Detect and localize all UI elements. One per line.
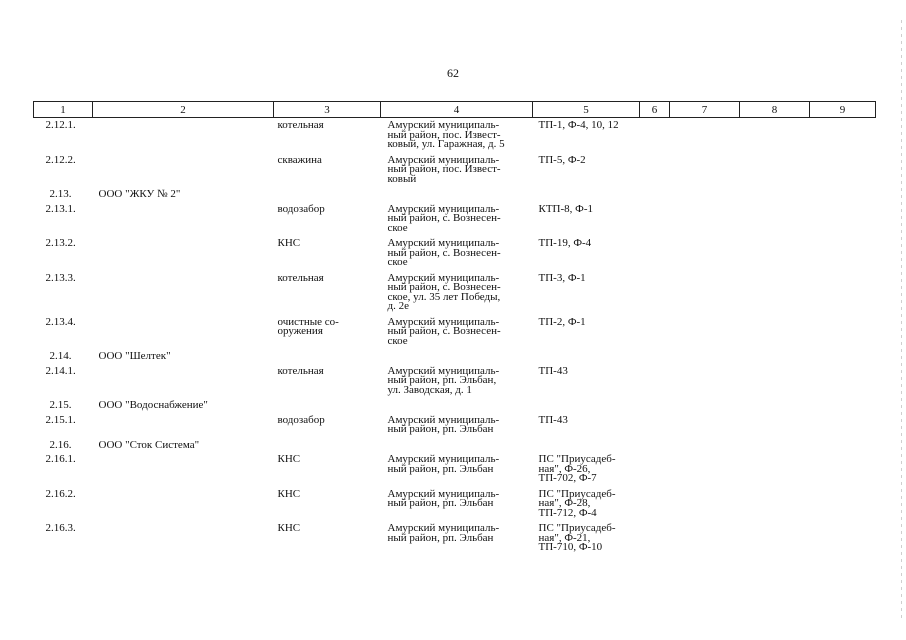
facility-address <box>381 236 533 271</box>
address-line: Амурский муниципаль- <box>387 364 500 377</box>
address-line: Амурский муниципаль- <box>387 153 500 166</box>
empty-cell-col-7 <box>670 413 740 438</box>
empty-cell-col-6 <box>640 236 670 271</box>
empty-cell-col-9 <box>810 413 876 438</box>
empty-cell-col-6 <box>640 349 670 364</box>
row-number: 2.12.2. <box>45 153 76 166</box>
empty-cell-col-7 <box>670 452 740 487</box>
facility-type <box>274 452 381 487</box>
empty-cell-col-8 <box>740 153 810 188</box>
address-line: Амурский муниципаль- <box>387 202 500 215</box>
organization-name <box>93 413 274 438</box>
power-source-line: ПС "Приусадеб- <box>538 522 616 534</box>
empty-cell-col-8 <box>740 438 810 453</box>
address-line: ское <box>387 256 408 268</box>
header-row <box>34 102 876 118</box>
group-row <box>34 438 876 453</box>
power-source <box>533 521 640 556</box>
address-line: ный район, рп. Эльбан <box>387 423 494 435</box>
power-source-line: ПС "Приусадеб- <box>538 453 616 465</box>
facility-type-line: КНС <box>277 453 301 465</box>
power-source-line: ТП-43 <box>538 364 568 377</box>
row-number: 2.13. <box>49 188 72 200</box>
empty-cell-col-6 <box>640 364 670 399</box>
power-source-line: ТП-2, Ф-1 <box>538 315 586 328</box>
power-source <box>533 413 640 438</box>
row-number: 2.16.2. <box>45 487 76 500</box>
facility-address <box>381 364 533 399</box>
address-line: Амурский муниципаль- <box>387 487 500 500</box>
address-line: ское, ул. 35 лет Победы, <box>387 290 501 303</box>
address-line: Амурский муниципаль- <box>387 119 500 131</box>
address-line: ный район, с. Вознесен- <box>387 325 501 337</box>
facility-type <box>274 118 381 153</box>
address-line: Амурский муниципаль- <box>387 413 500 426</box>
row-number: 2.16.3. <box>45 522 76 534</box>
table-row <box>34 202 876 237</box>
empty-cell-col-8 <box>740 521 810 556</box>
empty-cell-col-8 <box>740 364 810 399</box>
empty-cell-col-6 <box>640 521 670 556</box>
group-row <box>34 187 876 202</box>
facility-address <box>381 452 533 487</box>
address-line: ный район, с. Вознесен- <box>387 281 501 293</box>
power-source-line: ТП-5, Ф-2 <box>538 153 586 166</box>
address-line: Амурский муниципаль- <box>387 522 500 534</box>
empty-cell-col-9 <box>810 452 876 487</box>
empty-cell-col-9 <box>810 521 876 556</box>
column-header-7: 7 <box>670 102 740 118</box>
facility-type-line: оружения <box>277 325 323 337</box>
empty-cell-col-6 <box>640 438 670 453</box>
facility-type-line: КНС <box>277 522 301 534</box>
row-number: 2.13.4. <box>45 315 76 328</box>
column-header-5: 5 <box>533 102 640 118</box>
column-header-3: 3 <box>274 102 381 118</box>
facility-type-line: скважина <box>277 153 322 166</box>
facility-address <box>381 487 533 522</box>
empty-cell-col-7 <box>670 487 740 522</box>
empty-cell-col-8 <box>740 413 810 438</box>
empty-cell-col-8 <box>740 202 810 237</box>
power-source-line: ная", Ф-28, <box>538 497 591 509</box>
organization-name <box>93 153 274 188</box>
empty-cell-col-7 <box>670 364 740 399</box>
column-header-4: 4 <box>381 102 533 118</box>
address-line: ный район, с. Вознесен- <box>387 246 501 259</box>
organization-name <box>93 521 274 556</box>
facility-type <box>274 413 381 438</box>
organization-name <box>93 236 274 271</box>
empty-cell-col-7 <box>670 118 740 153</box>
power-source-line: ПС "Приусадеб- <box>538 487 616 500</box>
power-source <box>533 118 640 153</box>
organization-name <box>93 315 274 350</box>
address-line: ковый, ул. Гаражная, д. 5 <box>387 138 505 150</box>
facility-address <box>381 271 533 315</box>
empty-cell-col-6 <box>640 118 670 153</box>
organization-name: ООО "Водоснабжение" <box>98 399 208 411</box>
organization-name <box>93 364 274 399</box>
row-number: 2.16. <box>49 438 72 451</box>
empty-cell-col-7 <box>670 271 740 315</box>
empty-cell-col-9 <box>810 187 876 202</box>
empty-cell-col-8 <box>740 349 810 364</box>
group-row <box>34 398 876 413</box>
row-number: 2.13.1. <box>45 202 76 215</box>
empty-cell-col-7 <box>670 349 740 364</box>
organization-name <box>93 202 274 237</box>
empty-cell-col-6 <box>640 487 670 522</box>
empty-cell-col-8 <box>740 236 810 271</box>
facility-address <box>381 438 533 453</box>
table-row <box>34 153 876 188</box>
data-table <box>33 101 876 556</box>
page-number: 62 <box>447 66 459 80</box>
address-line: ный район, пос. Извест- <box>387 163 501 175</box>
empty-cell-col-7 <box>670 521 740 556</box>
power-source <box>533 236 640 271</box>
facility-type <box>274 202 381 237</box>
power-source-line: ТП-712, Ф-4 <box>538 506 597 519</box>
facility-type <box>274 521 381 556</box>
empty-cell-col-7 <box>670 438 740 453</box>
facility-type <box>274 271 381 315</box>
facility-type-line: КНС <box>277 237 301 249</box>
row-number: 2.13.2. <box>45 237 76 249</box>
empty-cell-col-6 <box>640 153 670 188</box>
empty-cell-col-6 <box>640 271 670 315</box>
facility-address <box>381 118 533 153</box>
table-row <box>34 236 876 271</box>
empty-cell-col-9 <box>810 271 876 315</box>
address-line: ный район, рп. Эльбан <box>387 462 494 475</box>
table-row <box>34 315 876 350</box>
power-source-line: ТП-43 <box>538 413 568 426</box>
empty-cell-col-7 <box>670 315 740 350</box>
empty-cell-col-9 <box>810 398 876 413</box>
address-line: ское <box>387 221 408 234</box>
empty-cell-col-6 <box>640 315 670 350</box>
empty-cell-col-7 <box>670 202 740 237</box>
table-row <box>34 271 876 315</box>
address-line: Амурский муниципаль- <box>387 315 500 328</box>
facility-type <box>274 438 381 453</box>
empty-cell-col-7 <box>670 236 740 271</box>
column-header-8: 8 <box>740 102 810 118</box>
address-line: Амурский муниципаль- <box>387 453 500 465</box>
address-line: ный район, рп. Эльбан <box>387 531 494 544</box>
address-line: ный район, с. Вознесен- <box>387 212 501 224</box>
empty-cell-col-9 <box>810 315 876 350</box>
empty-cell-col-6 <box>640 187 670 202</box>
empty-cell-col-9 <box>810 364 876 399</box>
address-line: ул. Заводская, д. 1 <box>387 383 472 396</box>
address-line: ный район, пос. Извест- <box>387 128 501 141</box>
power-source-line: ТП-1, Ф-4, 10, 12 <box>538 119 619 131</box>
empty-cell-col-9 <box>810 349 876 364</box>
facility-address <box>381 202 533 237</box>
power-source <box>533 187 640 202</box>
column-header-1: 1 <box>34 102 93 118</box>
power-source-line: ТП-702, Ф-7 <box>538 472 597 484</box>
power-source <box>533 202 640 237</box>
power-source-line: ТП-710, Ф-10 <box>538 541 603 553</box>
facility-type-line: котельная <box>277 119 324 131</box>
facility-address <box>381 521 533 556</box>
empty-cell-col-8 <box>740 398 810 413</box>
power-source-line: ТП-3, Ф-1 <box>538 271 586 284</box>
row-number: 2.14.1. <box>45 364 76 377</box>
facility-type <box>274 398 381 413</box>
power-source-line: ная", Ф-26, <box>538 462 591 475</box>
empty-cell-col-9 <box>810 487 876 522</box>
row-number: 2.12.1. <box>45 119 76 131</box>
organization-name: ООО "Сток Система" <box>98 438 200 451</box>
power-source <box>533 153 640 188</box>
empty-cell-col-9 <box>810 438 876 453</box>
power-source <box>533 398 640 413</box>
organization-name <box>93 487 274 522</box>
power-source <box>533 315 640 350</box>
empty-cell-col-7 <box>670 153 740 188</box>
facility-type-line: котельная <box>277 364 324 377</box>
row-number: 2.16.1. <box>45 453 76 465</box>
empty-cell-col-8 <box>740 118 810 153</box>
column-header-9: 9 <box>810 102 876 118</box>
scan-edge <box>901 20 902 620</box>
group-row <box>34 349 876 364</box>
row-number: 2.15.1. <box>45 413 76 426</box>
empty-cell-col-8 <box>740 487 810 522</box>
address-line: ковый <box>387 172 417 185</box>
facility-type <box>274 236 381 271</box>
facility-type <box>274 349 381 364</box>
row-number: 2.14. <box>49 350 72 362</box>
table-body <box>34 118 876 556</box>
empty-cell-col-6 <box>640 398 670 413</box>
table-row <box>34 364 876 399</box>
table-row <box>34 452 876 487</box>
empty-cell-col-6 <box>640 413 670 438</box>
address-line: Амурский муниципаль- <box>387 237 500 249</box>
address-line: Амурский муниципаль- <box>387 271 500 284</box>
facility-type-line: очистные со- <box>277 315 339 328</box>
table-row <box>34 118 876 153</box>
facility-type-line: водозабор <box>277 413 325 426</box>
row-number: 2.13.3. <box>45 271 76 284</box>
empty-cell-col-8 <box>740 452 810 487</box>
facility-type <box>274 153 381 188</box>
facility-address <box>381 398 533 413</box>
column-header-6: 6 <box>640 102 670 118</box>
power-source <box>533 452 640 487</box>
organization-name <box>93 118 274 153</box>
organization-name: ООО "Шелтек" <box>98 350 171 362</box>
facility-type <box>274 487 381 522</box>
facility-address <box>381 315 533 350</box>
empty-cell-col-8 <box>740 187 810 202</box>
organization-name <box>93 452 274 487</box>
facility-address <box>381 187 533 202</box>
empty-cell-col-9 <box>810 236 876 271</box>
empty-cell-col-9 <box>810 202 876 237</box>
facility-address <box>381 153 533 188</box>
facility-address <box>381 349 533 364</box>
empty-cell-col-9 <box>810 118 876 153</box>
power-source-line: ТП-19, Ф-4 <box>538 237 592 249</box>
facility-type-line: котельная <box>277 271 324 284</box>
empty-cell-col-7 <box>670 398 740 413</box>
empty-cell-col-7 <box>670 187 740 202</box>
empty-cell-col-8 <box>740 315 810 350</box>
power-source <box>533 487 640 522</box>
empty-cell-col-8 <box>740 271 810 315</box>
power-source <box>533 271 640 315</box>
table-row <box>34 413 876 438</box>
facility-type-line: КНС <box>277 487 301 500</box>
power-source-line: ная", Ф-21, <box>538 531 591 544</box>
power-source-line: КТП-8, Ф-1 <box>538 202 594 215</box>
column-header-2: 2 <box>93 102 274 118</box>
address-line: ный район, рп. Эльбан <box>387 497 494 509</box>
empty-cell-col-6 <box>640 202 670 237</box>
address-line: д. 2е <box>387 300 409 312</box>
facility-type <box>274 315 381 350</box>
organization-name: ООО "ЖКУ № 2" <box>98 188 181 200</box>
table-row <box>34 487 876 522</box>
power-source <box>533 364 640 399</box>
facility-type <box>274 187 381 202</box>
address-line: ское <box>387 334 408 347</box>
row-number: 2.15. <box>49 399 72 411</box>
power-source <box>533 438 640 453</box>
facility-address <box>381 413 533 438</box>
address-line: ный район, рп. Эльбан, <box>387 374 497 386</box>
organization-name <box>93 271 274 315</box>
facility-type-line: водозабор <box>277 202 325 215</box>
power-source <box>533 349 640 364</box>
empty-cell-col-6 <box>640 452 670 487</box>
empty-cell-col-9 <box>810 153 876 188</box>
facility-type <box>274 364 381 399</box>
table-row <box>34 521 876 556</box>
